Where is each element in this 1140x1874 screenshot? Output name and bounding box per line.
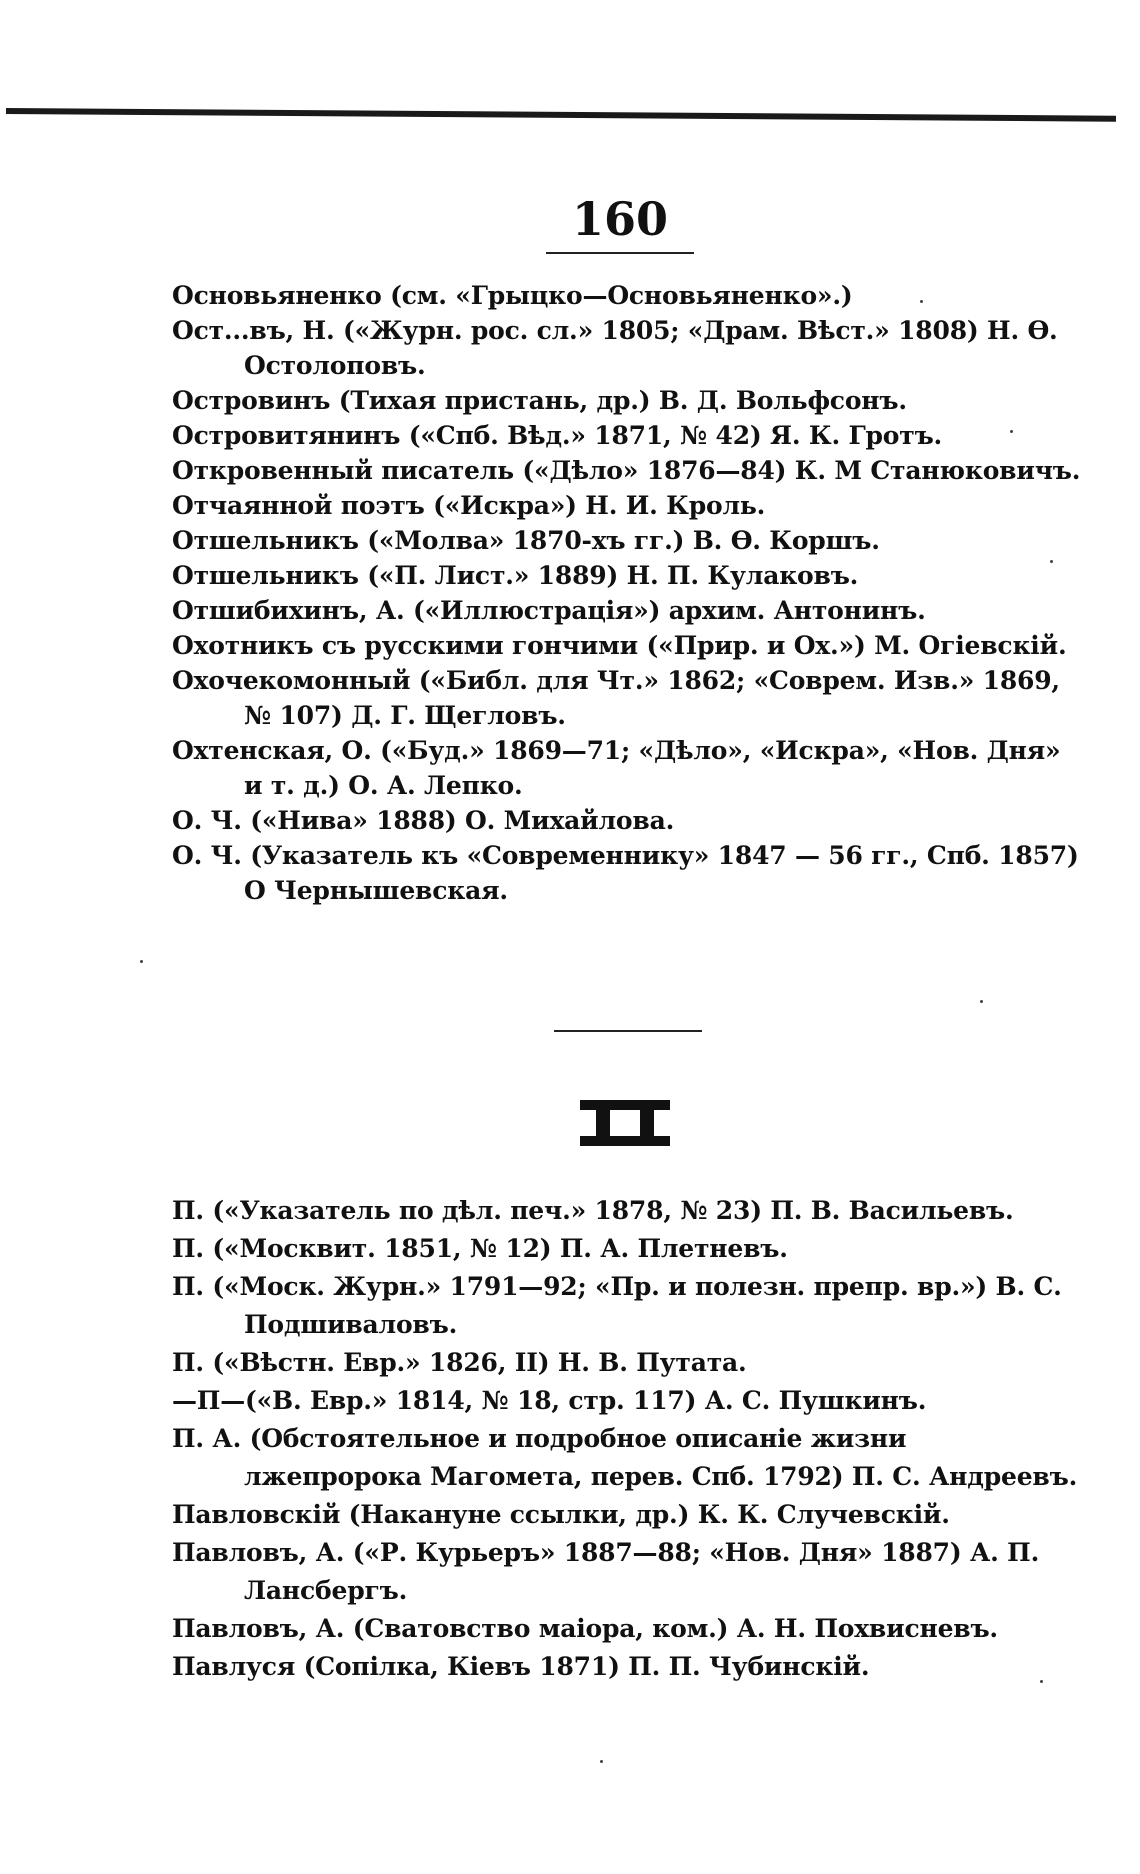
list-item: П. А. (Обстоятельное и подробное описаніе жизни лжепророка Магомета, перев. Спб. 1792) П. С. Андреевъ. [172, 1424, 1078, 1491]
entry-list-o [172, 278, 1082, 908]
list-item: Павловъ, А. (Сватовство маіора, ком.) А. Н. Похвисневъ. [172, 1614, 998, 1643]
list-item: Отшельникъ («П. Лист.» 1889) Н. П. Кулаковъ. [172, 561, 859, 590]
list-item: Отшельникъ («Молва» 1870-хъ гг.) В. Ѳ. Коршъ. [172, 526, 880, 555]
list-item: Основьяненко (см. «Грыцко—Основьяненко».) [172, 281, 853, 310]
list-item: Ост...въ, Н. («Журн. рос. сл.» 1805; «Драм. Вѣст.» 1808) Н. Ѳ. Остолоповъ. [172, 316, 1058, 380]
page-number: 160 [571, 192, 669, 246]
list-item: П. («Указатель по дѣл. печ.» 1878, № 23) П. В. Васильевъ. [172, 1196, 1014, 1225]
list-item: Павловъ, А. («Р. Курьеръ» 1887—88; «Нов. Дня» 1887) А. П. Лансбергъ. [172, 1538, 1040, 1605]
list-item: Отчаянной поэтъ («Искра») Н. И. Кроль. [172, 491, 766, 520]
section-letter-top-bar [580, 1100, 670, 1110]
top-border-rule [6, 108, 1116, 122]
scan-speck [600, 1760, 603, 1763]
section-divider [554, 1030, 702, 1032]
list-item: Охотникъ съ русскими гончими («Прир. и Ох.») М. Огіевскій. [172, 631, 1067, 660]
scan-speck [1040, 1680, 1043, 1683]
list-item: Островитянинъ («Спб. Вѣд.» 1871, № 42) Я. К. Гротъ. [172, 421, 943, 450]
list-item: Островинъ (Тихая пристань, др.) В. Д. Вольфсонъ. [172, 386, 907, 415]
list-item: О. Ч. (Указатель къ «Современнику» 1847 — 56 гг., Спб. 1857) О Чернышевская. [172, 841, 1079, 905]
list-item: Охтенская, О. («Буд.» 1869—71; «Дѣло», «Искра», «Нов. Дня» и т. д.) О. А. Лепко. [172, 736, 1061, 800]
scan-speck [980, 1000, 983, 1003]
entry-list-p [172, 1192, 1082, 1686]
list-item: Павловскій (Накануне ссылки, др.) К. К. Случевскій. [172, 1500, 950, 1529]
list-item: Павлуся (Сопілка, Кіевъ 1871) П. П. Чубинскій. [172, 1652, 870, 1681]
list-item: —П—(«В. Евр.» 1814, № 18, стр. 117) А. С. Пушкинъ. [172, 1386, 927, 1415]
list-item: О. Ч. («Нива» 1888) О. Михайлова. [172, 806, 675, 835]
page-number-underline [546, 252, 694, 254]
list-item: П. («Москвит. 1851, № 12) П. А. Плетневъ. [172, 1234, 788, 1263]
list-item: Отшибихинъ, А. («Иллюстрація») архим. Антонинъ. [172, 596, 926, 625]
list-item: Откровенный писатель («Дѣло» 1876—84) К. М Станюковичъ. [172, 456, 1081, 485]
scan-speck [1010, 430, 1013, 433]
scan-speck [920, 300, 923, 303]
scan-speck [140, 960, 143, 963]
list-item: Охочекомонный («Библ. для Чт.» 1862; «Соврем. Изв.» 1869, № 107) Д. Г. Щегловъ. [172, 666, 1060, 730]
list-item: П. («Вѣстн. Евр.» 1826, II) Н. В. Путата. [172, 1348, 747, 1377]
section-heading-letter [580, 1100, 670, 1146]
scan-speck [1050, 560, 1053, 563]
list-item: П. («Моск. Журн.» 1791—92; «Пр. и полезн. препр. вр.») В. С. Подшиваловъ. [172, 1272, 1062, 1339]
section-letter-bottom-bar [580, 1136, 670, 1146]
